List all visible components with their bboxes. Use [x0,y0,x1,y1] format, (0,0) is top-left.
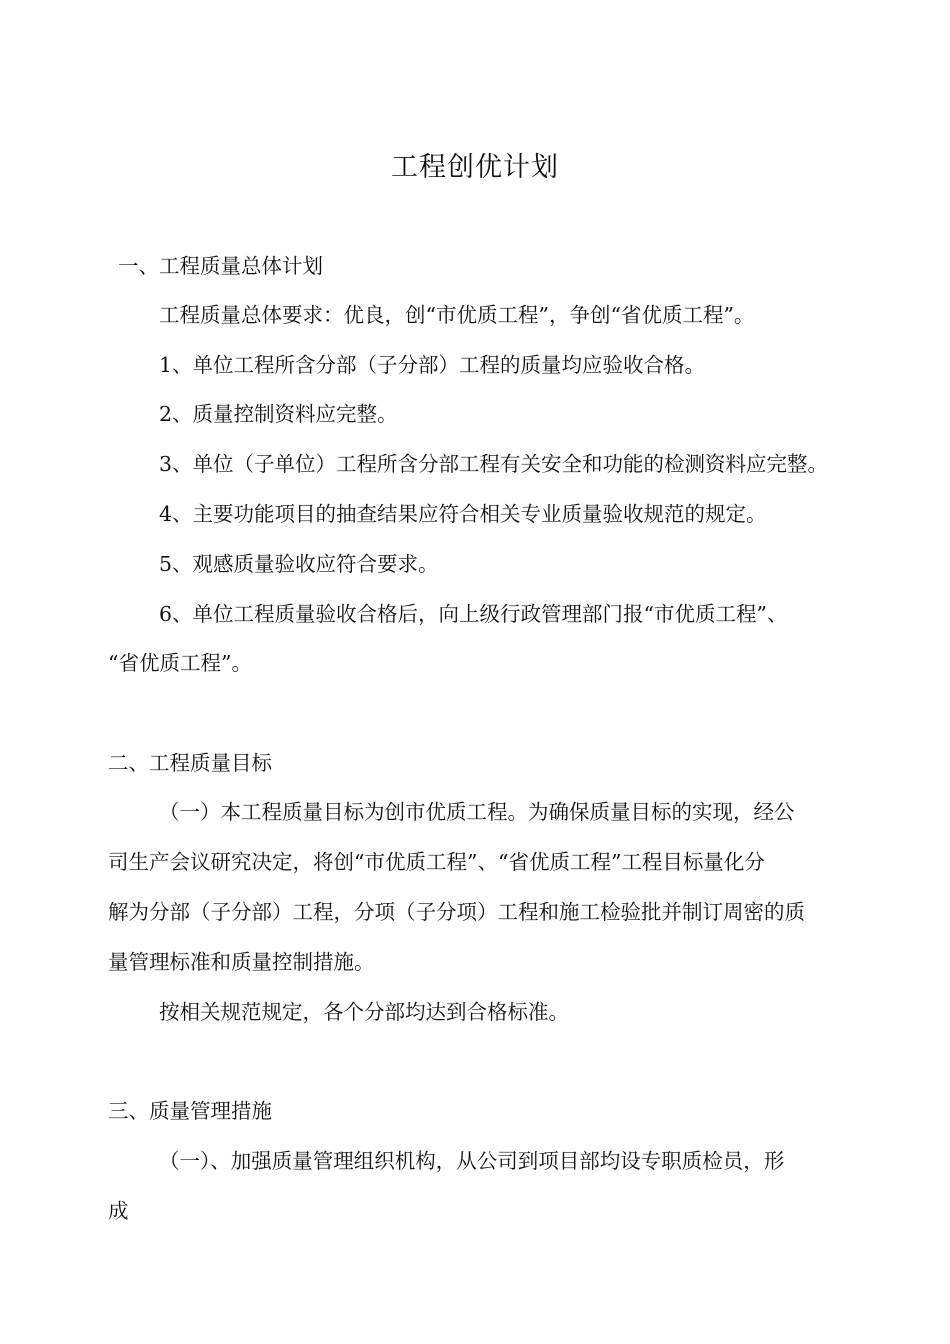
section-heading-2: 二、工程质量目标 [108,751,272,775]
list-item-2: 2、质量控制资料应完整。 [159,402,398,426]
paragraph-quality-goal-line-2: 司生产会议研究决定，将创“市优质工程”、“省优质工程”工程目标量化分 [108,850,765,874]
paragraph-management-line-1: （一）、加强质量管理组织机构，从公司到项目部均设专职质检员，形 [159,1149,785,1173]
section-heading-1: 一、工程质量总体计划 [118,254,323,278]
paragraph-overall-requirement: 工程质量总体要求：优良，创“市优质工程”，争创“省优质工程”。 [159,303,755,327]
list-item-1: 1、单位工程所含分部（子分部）工程的质量均应验收合格。 [159,353,706,377]
paragraph-management-line-2: 成 [108,1199,129,1223]
list-item-4: 4、主要功能项目的抽查结果应符合相关专业质量验收规范的规定。 [159,502,767,526]
section-heading-3: 三、质量管理措施 [108,1099,272,1123]
paragraph-quality-goal-line-4: 量管理标准和质量控制措施。 [108,950,375,974]
list-item-3: 3、单位（子单位）工程所含分部工程有关安全和功能的检测资料应完整。 [159,452,829,476]
list-item-6-continued: “省优质工程”。 [108,651,252,675]
paragraph-quality-goal-line-1: （一）本工程质量目标为创市优质工程。为确保质量目标的实现，经公 [159,800,795,824]
paragraph-standard: 按相关规范规定，各个分部均达到合格标准。 [159,1000,569,1024]
list-item-5: 5、观感质量验收应符合要求。 [159,552,439,576]
page-title: 工程创优计划 [391,152,559,183]
paragraph-quality-goal-line-3: 解为分部（子分部）工程，分项（子分项）工程和施工检验批并制订周密的质 [108,900,805,924]
list-item-6: 6、单位工程质量验收合格后，向上级行政管理部门报“市优质工程”、 [159,602,788,626]
